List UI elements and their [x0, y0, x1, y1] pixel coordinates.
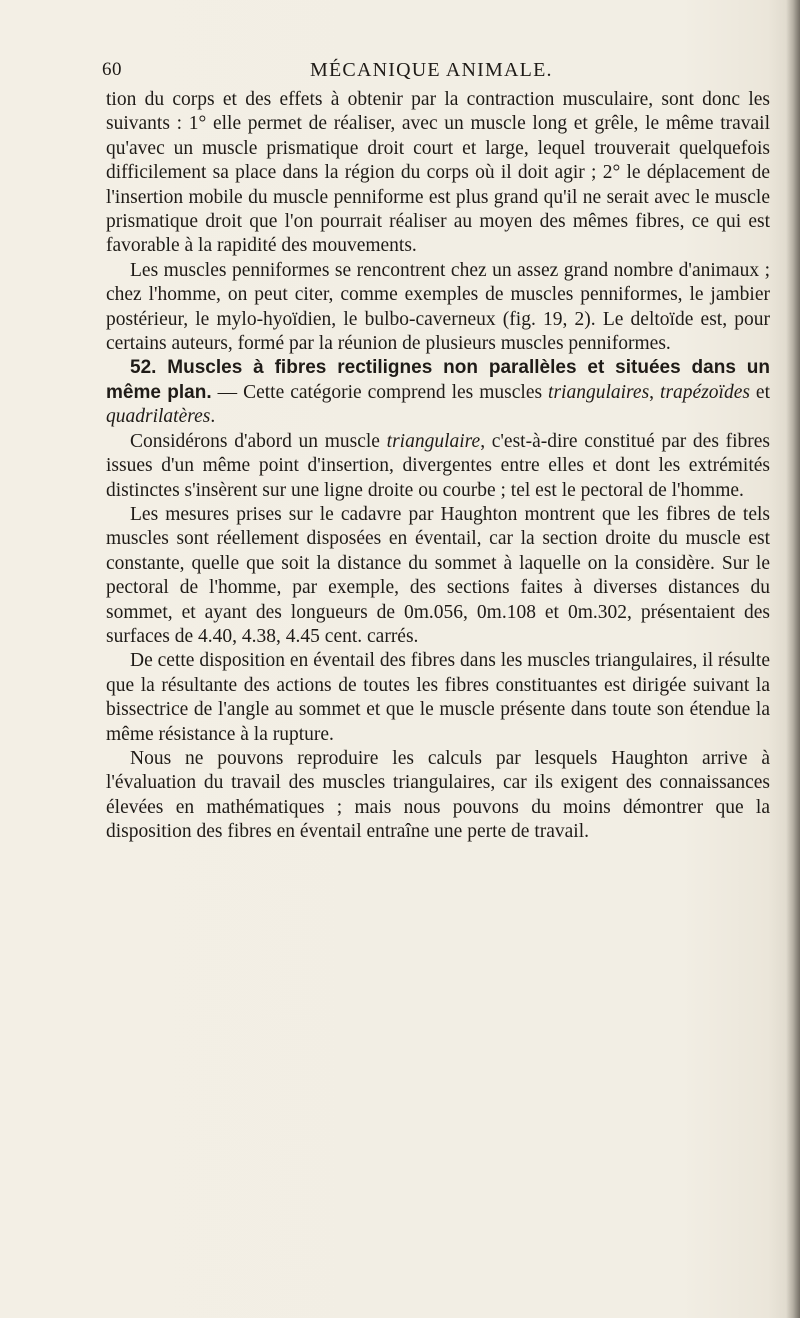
term-triangulaire: triangulaire: [386, 430, 481, 452]
section-heading-52: 52. Muscles à fibres rectilignes non parallèles et situées dans un même plan.: [106, 357, 770, 403]
paragraph-3: [106, 356, 770, 429]
page-number: 60: [102, 59, 122, 80]
paragraph-3-end: .: [210, 406, 216, 428]
paragraph-2: Les muscles penniformes se rencontrent chez un assez grand nombre d'animaux ; chez l'homme, on peut citer, comme exemples de muscles penniformes, le jambier postérieur, le mylo-hyoïdien, le bulbo-caverneux (fig. 19, 2). Le deltoïde est, pour certains auteurs, formé par la réunion de plusieurs muscles penniformes.: [106, 259, 770, 355]
paragraph-4: [106, 430, 770, 503]
page-edge-shadow: [786, 0, 800, 1318]
paragraph-1: tion du corps et des effets à obtenir par la contraction musculaire, sont donc les suivants : 1° elle permet de réaliser, avec un muscle long et grêle, le même travail qu'avec un muscle prismatique droit court et large, lequel trouverait quelquefois difficilement sa place dans la région du corps où il doit agir ; 2° le déplacement de l'insertion mobile du muscle penniforme est plus grand qu'il ne serait avec le muscle prismatique droit que l'on pourrait réaliser au moyen des mêmes fibres, ce qui est favorable à la rapidité des mouvements.: [106, 89, 770, 257]
paragraph-3-text: — Cette catégorie comprend les muscles: [211, 381, 549, 403]
page-header: [100, 59, 780, 85]
paragraph-7: Nous ne pouvons reproduire les calculs par lesquels Haughton arrive à l'évaluation du travail des muscles triangulaires, car ils exigent des connaissances élevées en mathématiques ; mais nous pouvons du moins démontrer que la disposition des fibres en éventail entraîne une perte de travail.: [106, 747, 770, 843]
paragraph-5: Les mesures prises sur le cadavre par Haughton montrent que les fibres de tels muscles sont réellement disposées en éventail, car la section droite du muscle est constante, quelle que soit la distance du sommet à laquelle on la considère. Sur le pectoral de l'homme, par exemple, des sections faites à diverses distances du sommet, et ayant des longueurs de 0m.056, 0m.108 et 0m.302, présentaient des surfaces de 4.40, 4.38, 4.45 cent. carrés.: [106, 503, 770, 647]
paragraph-4-start: Considérons d'abord un muscle: [130, 430, 387, 452]
term-trapezoides: trapézoïdes: [660, 381, 750, 403]
running-title: MÉCANIQUE ANIMALE.: [310, 59, 553, 81]
paragraph-6: De cette disposition en éventail des fibres dans les muscles triangulaires, il résulte que la résultante des actions de toutes les fibres constituantes est dirigée suivant la bissectrice de l'angle au sommet et que le muscle présente dans toute son étendue la même résistance à la rupture.: [106, 650, 770, 745]
separator-comma: ,: [649, 381, 661, 403]
paragraph-4-rest: , c'est-à-dire constitué par des fibres issues d'un même point d'insertion, divergentes entre elles et dont les extrémités distinctes s'insèrent sur une ligne droite ou courbe ; tel est le pectoral de l'homme.: [106, 430, 770, 501]
separator-and: et: [749, 381, 771, 403]
term-triangulaires: triangulaires: [548, 381, 650, 403]
term-quadrilateres: quadrilatères: [106, 406, 211, 428]
body-text: [106, 88, 770, 845]
